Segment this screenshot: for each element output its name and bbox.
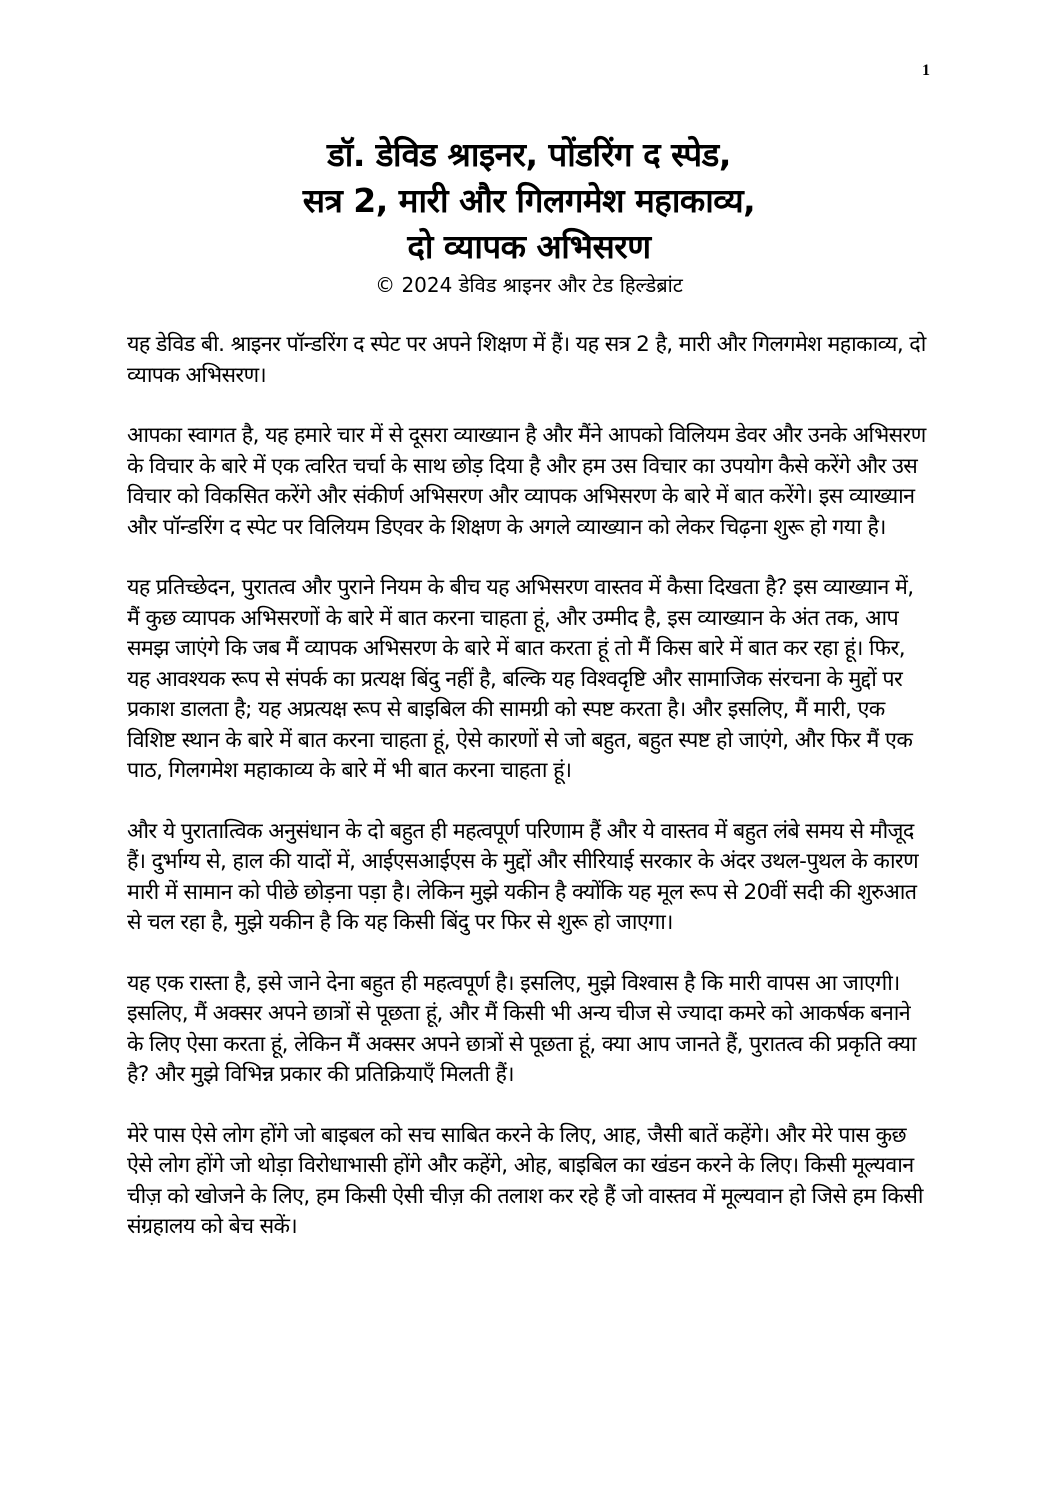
paragraph-intro: यह डेविड बी. श्राइनर पॉन्डरिंग द स्पेट पर अपने शिक्षण में हैं। यह सत्र 2 है, मारी और गिलगमेश महाकाव्य, दो व्यापक अभिसरण।: [127, 332, 926, 388]
document-body: [127, 330, 927, 1273]
page-number: 1: [922, 62, 930, 79]
document-title-block: [100, 132, 958, 300]
title-line-2: सत्र 2, मारी और गिलगमेश महाकाव्य,: [302, 181, 756, 220]
title-line-3: दो व्यापक अभिसरण: [407, 227, 651, 266]
paragraph-archaeology-results: और ये पुरातात्विक अनुसंधान के दो बहुत ही महत्वपूर्ण परिणाम हैं और ये वास्तव में बहुत लंबे समय से मौजूद हैं। दुर्भाग्य से, हाल की यादों में, आईएसआईएस के मुद्दों और सीरियाई सरकार के अंदर उथल-पुथल के कारण मारी में सामान को पीछे छोड़ना पड़ा है। लेकिन मुझे यकीन है क्योंकि यह मूल रूप से 20वीं सदी की शुरुआत से चल रहा है, मुझे यकीन है कि यह किसी बिंदु पर फिर से शुरू हो जाएगा।: [127, 818, 919, 935]
paragraph-welcome: आपका स्वागत है, यह हमारे चार में से दूसरा व्याख्यान है और मैंने आपको विलियम डेवर और उनके अभिसरण के विचार के बारे में एक त्वरित चर्चा के साथ छोड़ दिया है और हम उस विचार का उपयोग कैसे करेंगे और उस विचार को विकसित करेंगे और संकीर्ण अभिसरण और व्यापक अभिसरण के बारे में बात करेंगे। इस व्याख्यान और पॉन्डरिंग द स्पेट पर विलियम डिएवर के शिक्षण के अगले व्याख्यान को लेकर चिढ़ना शुरू हो गया है।: [127, 423, 926, 540]
copyright-line: © 2024 डेविड श्राइनर और टेड हिल्डेब्रांट: [375, 273, 683, 297]
paragraph-convergence: यह प्रतिच्छेदन, पुरातत्व और पुराने नियम के बीच यह अभिसरण वास्तव में कैसा दिखता है? इस व्याख्यान में, मैं कुछ व्यापक अभिसरणों के बारे में बात करना चाहता हूं, और उम्मीद है, इस व्याख्यान के अंत तक, आप समझ जाएंगे कि जब मैं व्यापक अभिसरण के बारे में बात करता हूं तो मैं किस बारे में बात कर रहा हूं। फिर, यह आवश्यक रूप से संपर्क का प्रत्यक्ष बिंदु नहीं है, बल्कि यह विश्वदृष्टि और सामाजिक संरचना के मुद्दों पर प्रकाश डालता है; यह अप्रत्यक्ष रूप से बाइबिल की सामग्री को स्पष्ट करता है। और इसलिए, मैं मारी, एक विशिष्ट स्थान के बारे में बात करना चाहता हूं, ऐसे कारणों से जो बहुत, बहुत स्पष्ट हो जाएंगे, और फिर मैं एक पाठ, गिलगमेश महाकाव्य के बारे में भी बात करना चाहता हूं।: [127, 575, 914, 783]
title-line-1: डॉ. डेविड श्राइनर, पोंडरिंग द स्पेड,: [327, 135, 731, 174]
paragraph-student-responses: मेरे पास ऐसे लोग होंगे जो बाइबल को सच साबित करने के लिए, आह, जैसी बातें कहेंगे। और मेरे पास कुछ ऐसे लोग होंगे जो थोड़ा विरोधाभासी होंगे और कहेंगे, ओह, बाइबिल का खंडन करने के लिए। किसी मूल्यवान चीज़ को खोजने के लिए, हम किसी ऐसी चीज़ की तलाश कर रहे हैं जो वास्तव में मूल्यवान हो जिसे हम किसी संग्रहालय को बेच सकें।: [127, 1122, 923, 1239]
paragraph-nature-of-archaeology: यह एक रास्ता है, इसे जाने देना बहुत ही महत्वपूर्ण है। इसलिए, मुझे विश्वास है कि मारी वापस आ जाएगी। इसलिए, मैं अक्सर अपने छात्रों से पूछता हूं, और मैं किसी भी अन्य चीज से ज्यादा कमरे को आकर्षक बनाने के लिए ऐसा करता हूं, लेकिन मैं अक्सर अपने छात्रों से पूछता हूं, क्या आप जानते हैं, पुरातत्व की प्रकृति क्या है? और मुझे विभिन्न प्रकार की प्रतिक्रियाएँ मिलती हैं।: [127, 970, 916, 1087]
